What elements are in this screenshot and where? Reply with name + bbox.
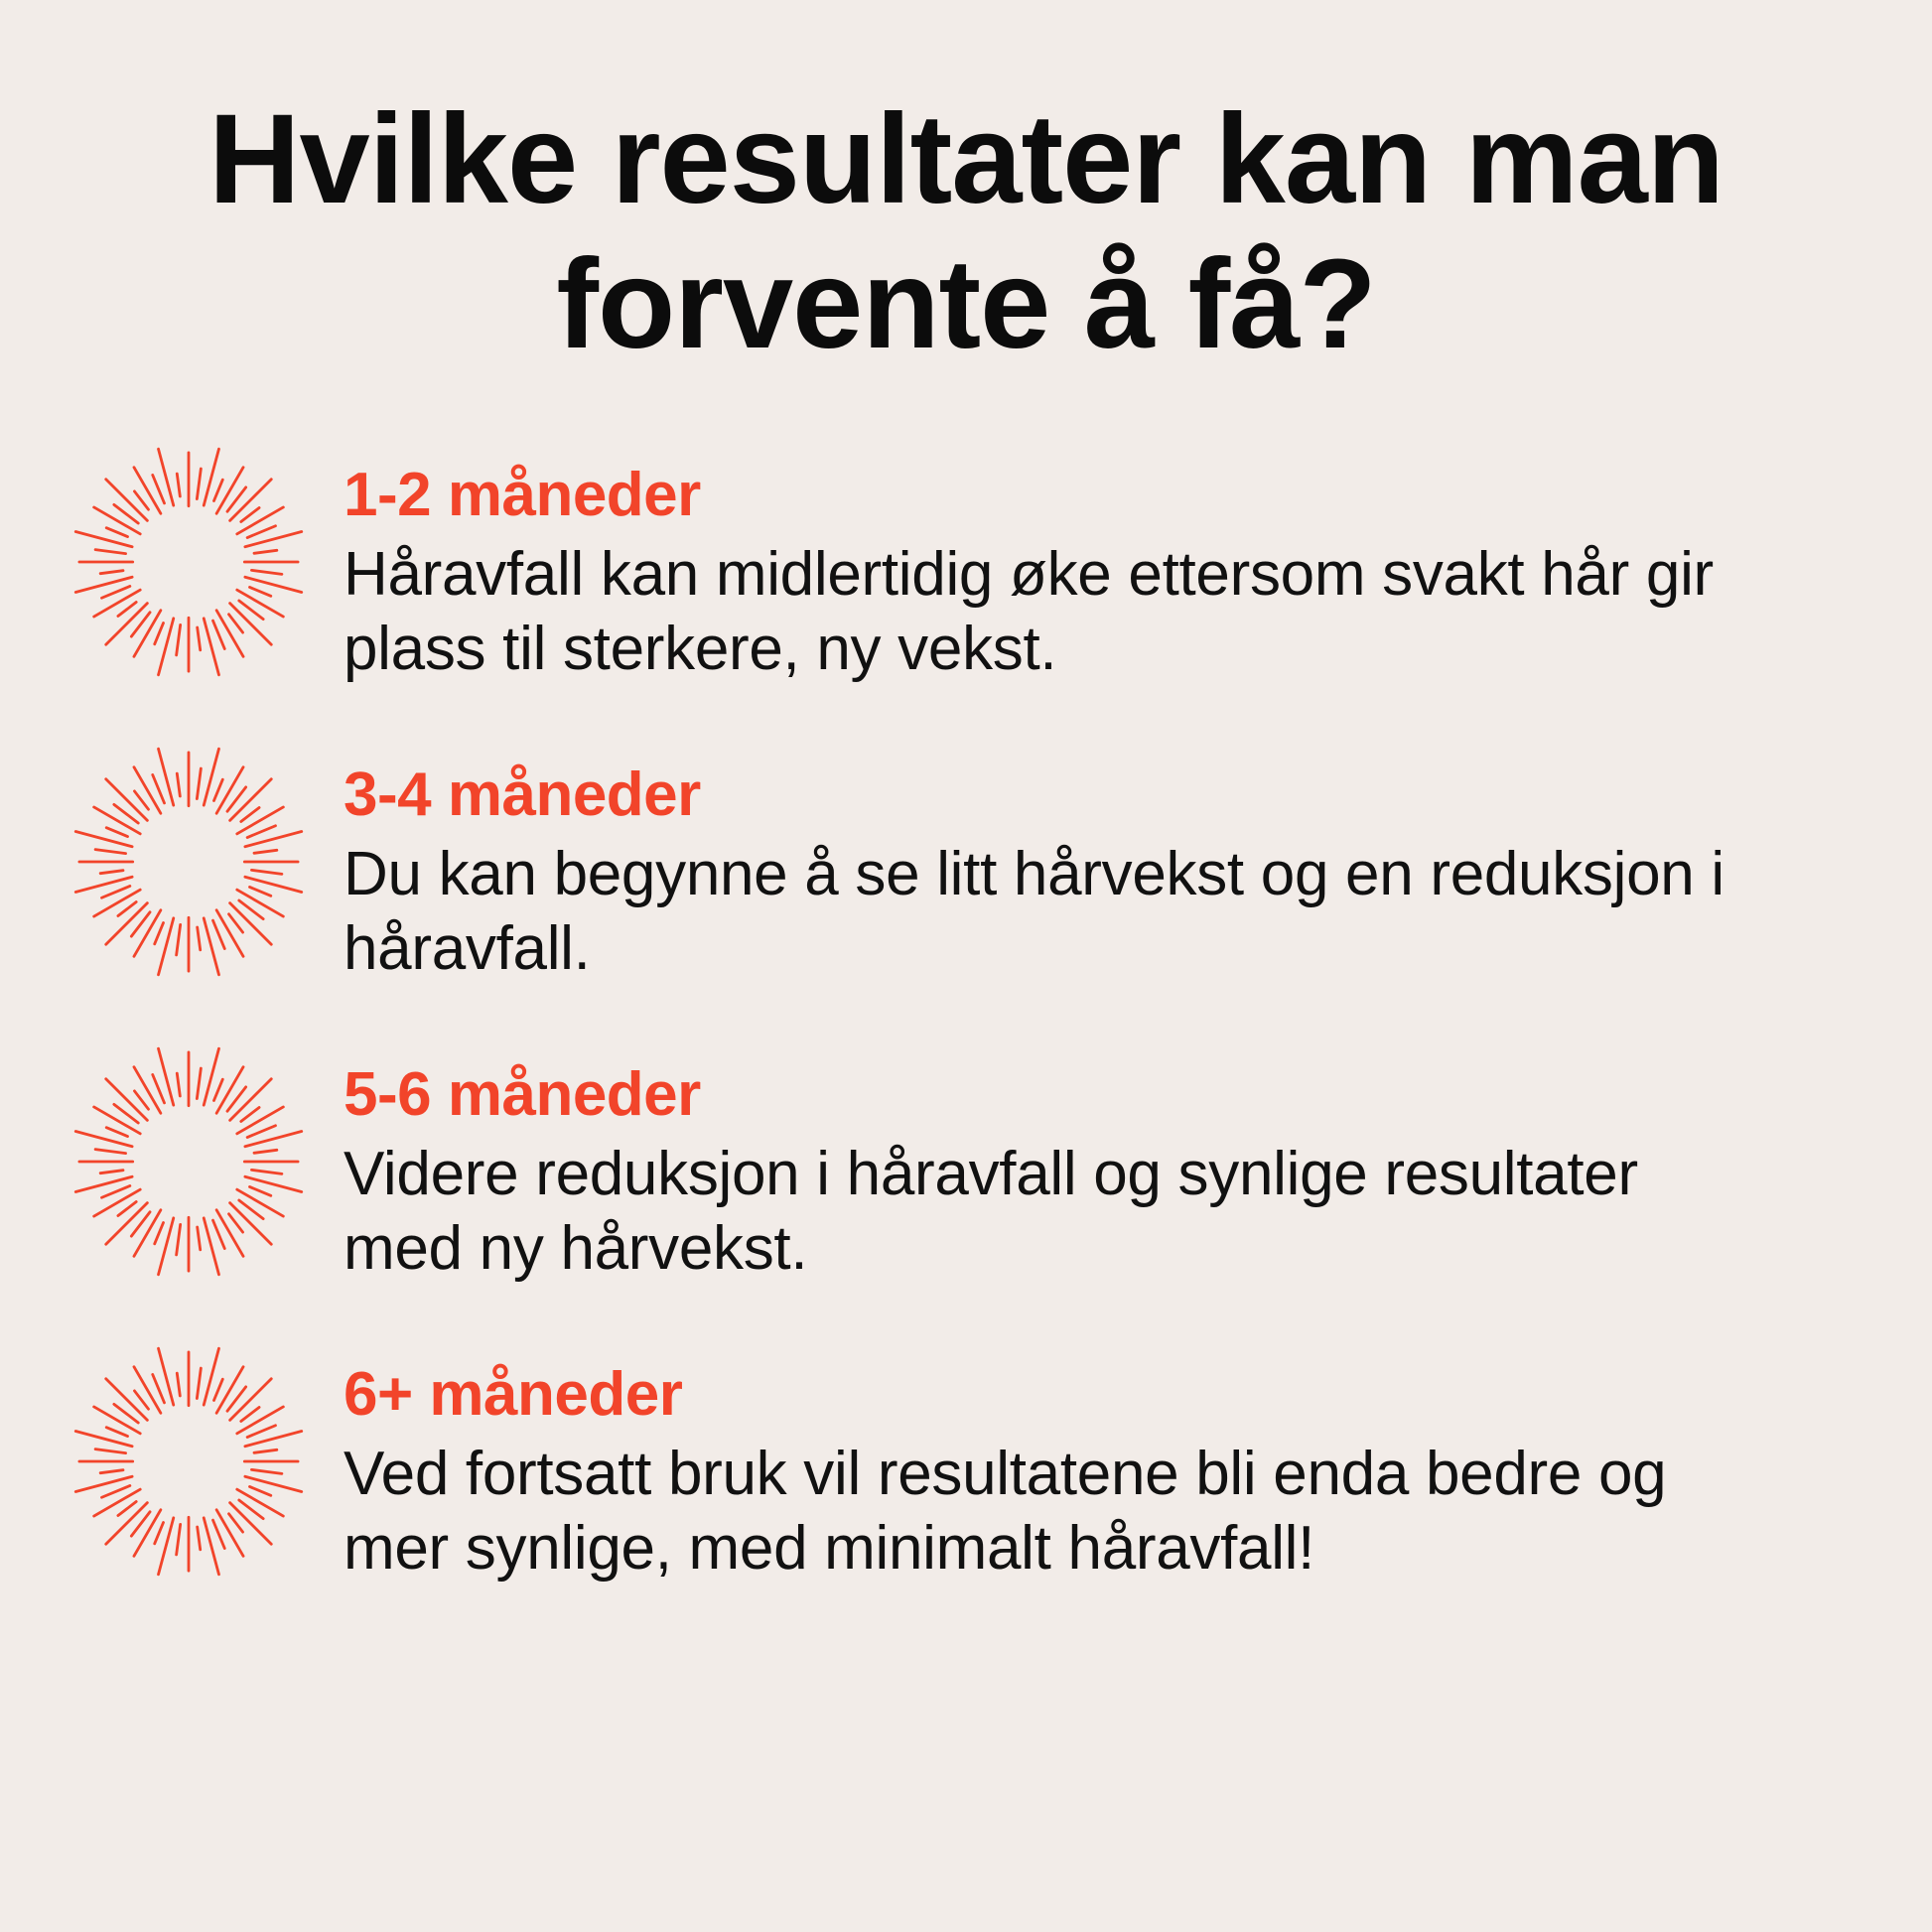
list-item bbox=[62, 1342, 1863, 1588]
starburst-icon bbox=[62, 735, 316, 989]
item-title: 3-4 måneder bbox=[344, 759, 701, 829]
list-item bbox=[62, 743, 1863, 989]
item-body: Videre reduksjon i håravfall og synlige resultater med ny hårvekst. bbox=[344, 1139, 1638, 1284]
item-text-block bbox=[344, 743, 1863, 987]
item-text-block bbox=[344, 1342, 1863, 1587]
item-title: 6+ måneder bbox=[344, 1359, 683, 1429]
item-title: 5-6 måneder bbox=[344, 1059, 701, 1129]
item-body: Håravfall kan midlertidig øke ettersom svakt hår gir plass til sterkere, ny vekst. bbox=[344, 539, 1714, 684]
starburst-icon bbox=[62, 1035, 316, 1289]
page-title: Hvilke resultater kan man forvente å få? bbox=[208, 88, 1724, 375]
item-title: 1-2 måneder bbox=[344, 460, 701, 529]
list-item bbox=[62, 443, 1863, 689]
timeline-list bbox=[0, 443, 1932, 1588]
list-item bbox=[62, 1042, 1863, 1289]
item-text-block bbox=[344, 1042, 1863, 1287]
item-body: Ved fortsatt bruk vil resultatene bli enda bedre og mer synlige, med minimalt håravfall! bbox=[344, 1439, 1667, 1584]
item-text-block bbox=[344, 443, 1863, 687]
item-body: Du kan begynne å se litt hårvekst og en reduksjon i håravfall. bbox=[344, 839, 1725, 984]
starburst-icon bbox=[62, 435, 316, 689]
starburst-icon bbox=[62, 1334, 316, 1588]
